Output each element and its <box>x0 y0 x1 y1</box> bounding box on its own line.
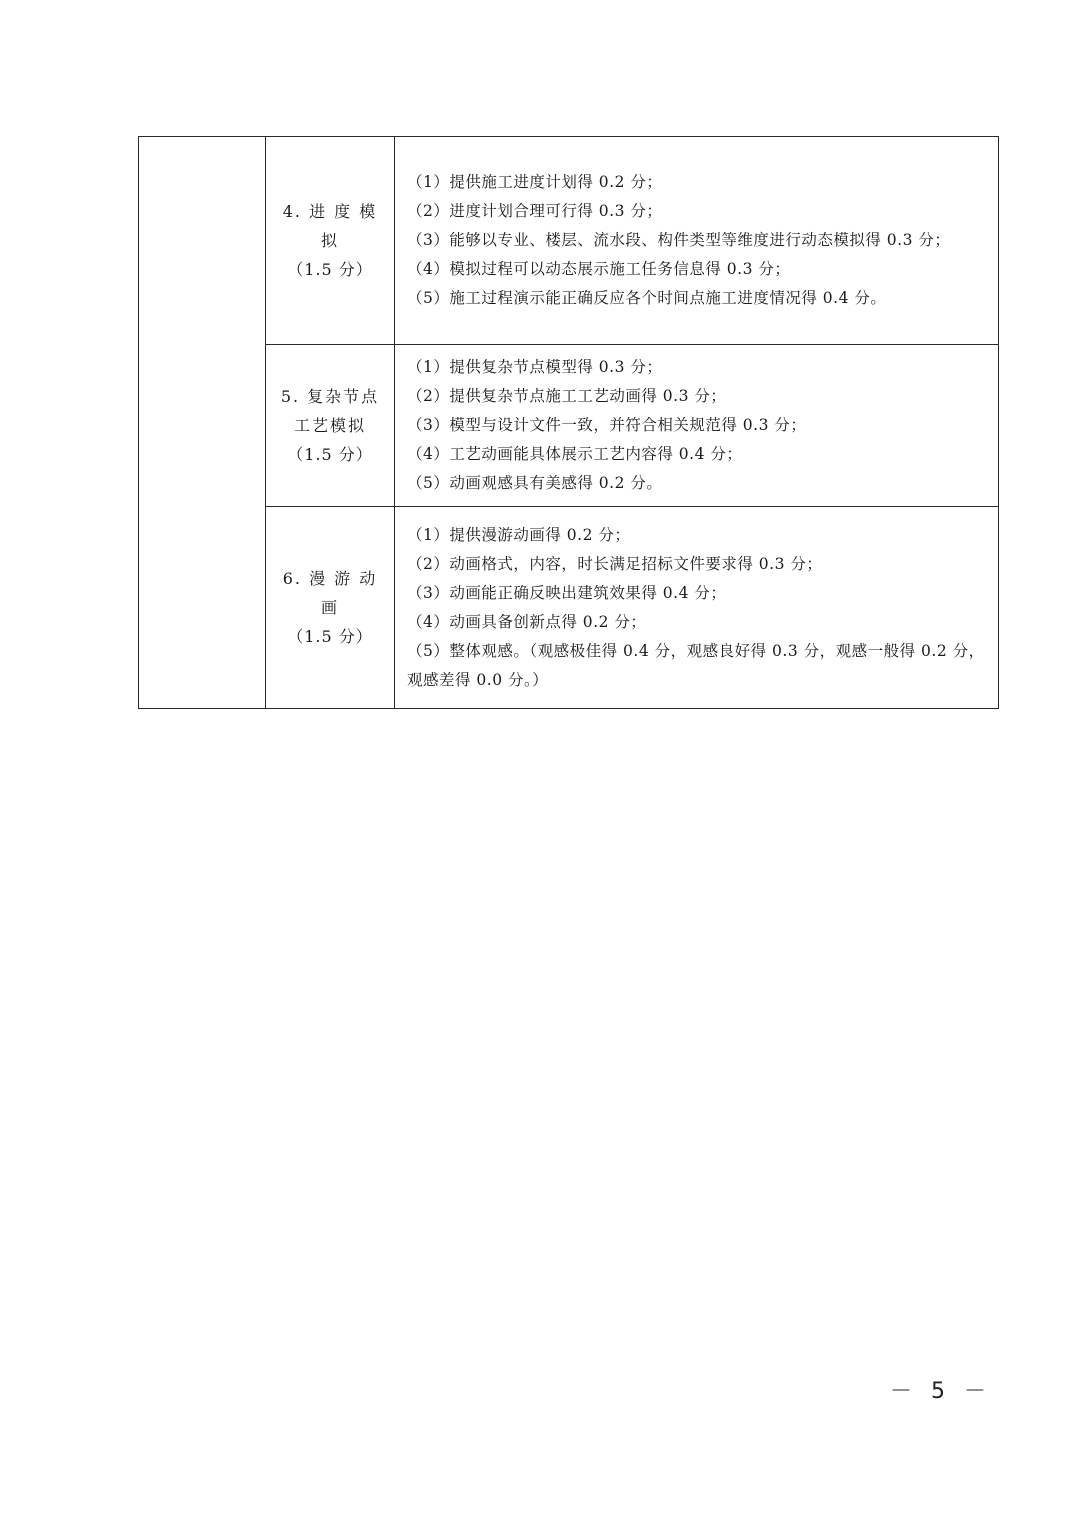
item-cell <box>266 345 395 507</box>
item-score: （1.5 分） <box>287 627 373 646</box>
page-number: － 5 － <box>890 1379 992 1404</box>
category-cell <box>139 137 266 709</box>
table-row <box>139 507 999 709</box>
criteria-item: （3）能够以专业、楼层、流水段、构件类型等维度进行动态模拟得 0.3 分； <box>407 231 951 249</box>
criteria-cell <box>395 137 999 345</box>
item-cell <box>266 507 395 709</box>
criteria-cell <box>395 345 999 507</box>
table-row <box>139 137 999 345</box>
criteria-item: （5）施工过程演示能正确反应各个时间点施工进度情况得 0.4 分。 <box>407 289 887 307</box>
criteria-item: （1）提供漫游动画得 0.2 分； <box>407 525 631 544</box>
criteria-item: （1）提供施工进度计划得 0.2 分； <box>407 173 663 191</box>
item-cell <box>266 137 395 345</box>
criteria-item: （2）动画格式，内容，时长满足招标文件要求得 0.3 分； <box>407 554 823 573</box>
criteria-item: （3）模型与设计文件一致，并符合相关规范得 0.3 分； <box>407 416 807 434</box>
item-name: 5. 复杂节点工艺模拟 <box>280 387 380 435</box>
criteria-list <box>407 168 992 313</box>
criteria-item: （4）工艺动画能具体展示工艺内容得 0.4 分； <box>407 445 743 463</box>
criteria-list <box>407 521 992 695</box>
criteria-item: （5）整体观感。（观感极佳得 0.4 分，观感良好得 0.3 分，观感一般得 0.2 分，观感差得 0.0 分。） <box>407 641 985 689</box>
criteria-item: （3）动画能正确反映出建筑效果得 0.4 分； <box>407 583 727 602</box>
criteria-item: （5）动画观感具有美感得 0.2 分。 <box>407 474 663 492</box>
item-name: 4. 进 度 模 拟 <box>282 202 378 250</box>
item-score: （1.5 分） <box>287 445 373 464</box>
criteria-cell <box>395 507 999 709</box>
criteria-item: （4）动画具备创新点得 0.2 分； <box>407 612 647 631</box>
criteria-item: （4）模拟过程可以动态展示施工任务信息得 0.3 分； <box>407 260 791 278</box>
item-score: （1.5 分） <box>287 260 373 279</box>
criteria-item: （2）提供复杂节点施工工艺动画得 0.3 分； <box>407 387 727 405</box>
item-name: 6. 漫 游 动 画 <box>282 569 378 617</box>
criteria-item: （1）提供复杂节点模型得 0.3 分； <box>407 358 663 376</box>
scoring-table <box>138 136 999 709</box>
criteria-item: （2）进度计划合理可行得 0.3 分； <box>407 202 663 220</box>
criteria-list <box>407 353 992 498</box>
table-row <box>139 345 999 507</box>
